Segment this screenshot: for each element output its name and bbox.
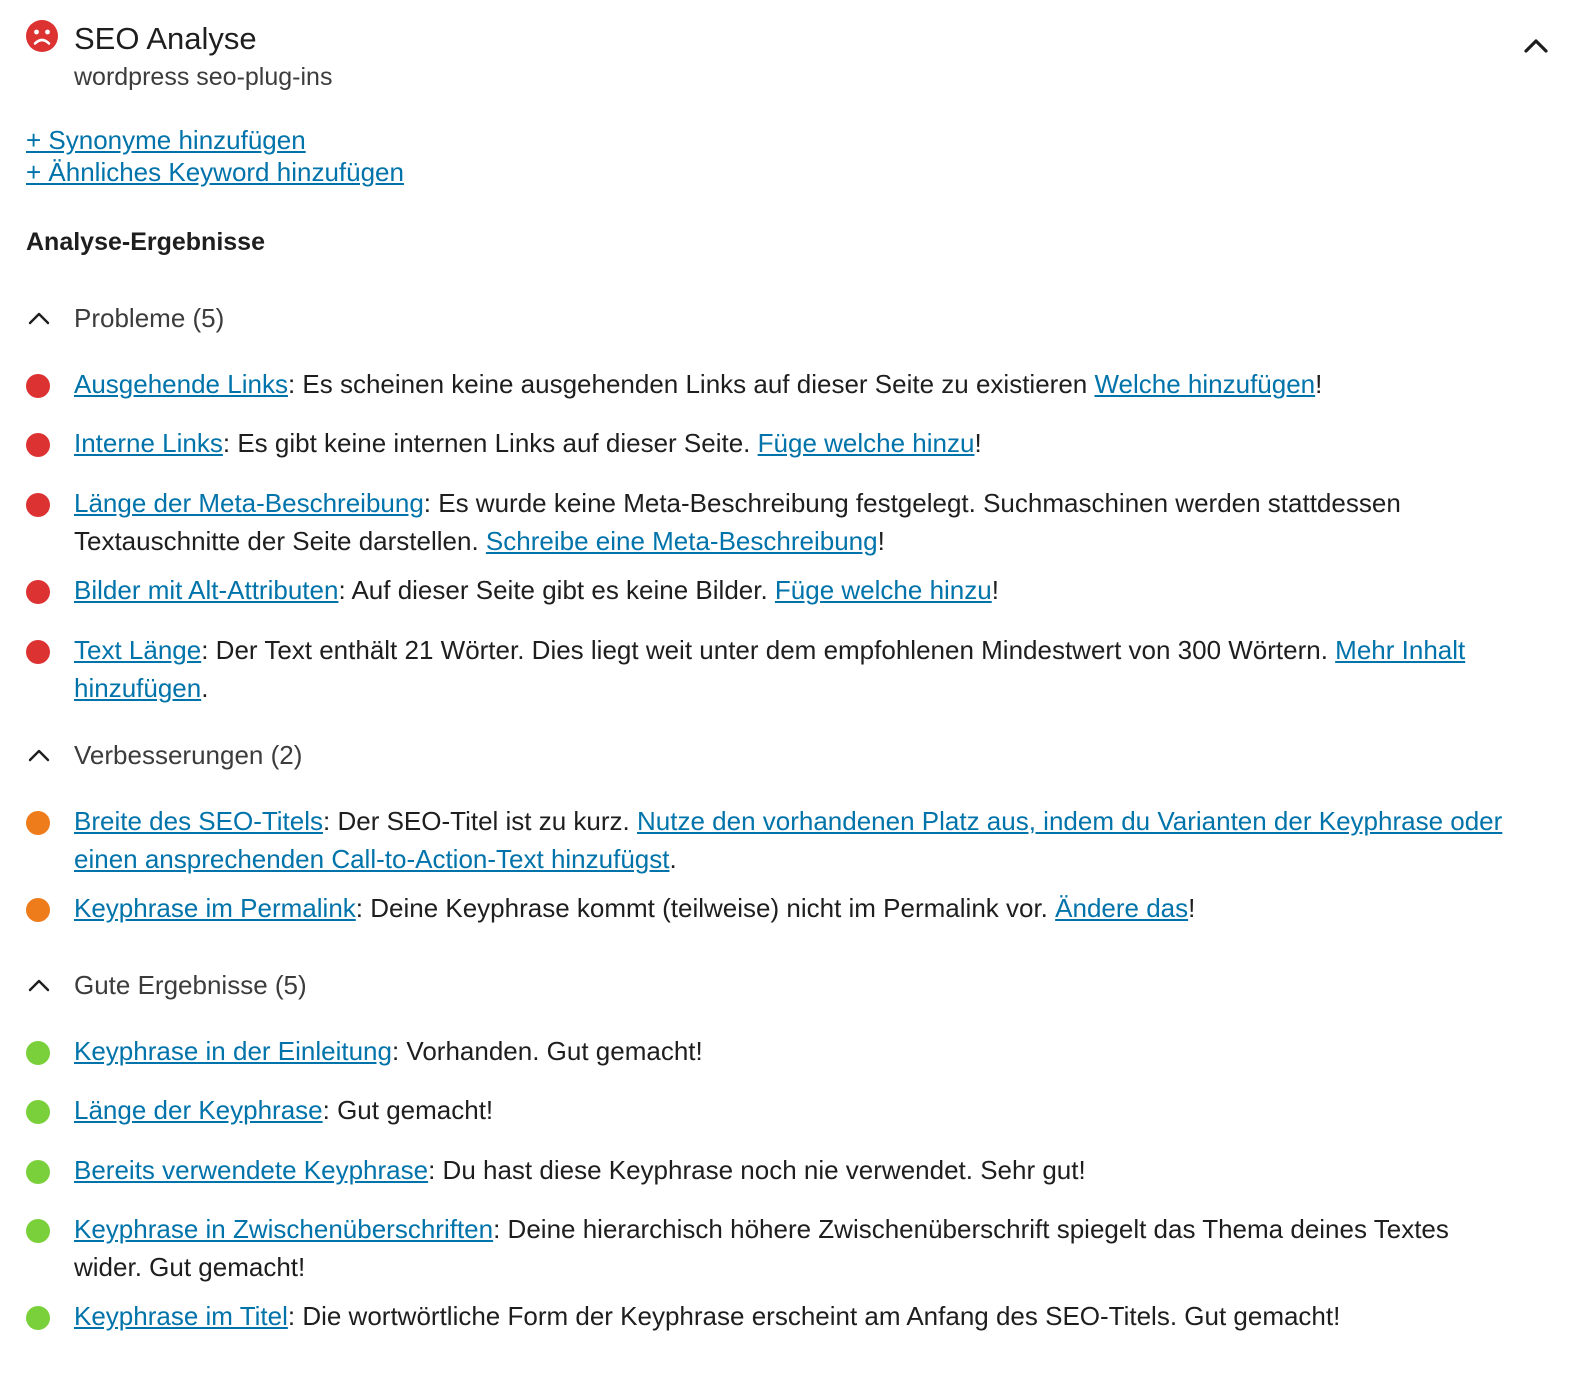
red-status-icon <box>26 580 50 604</box>
item-end: ! <box>974 428 982 458</box>
chevron-up-icon <box>26 973 52 999</box>
item-text: : Vorhanden. Gut gemacht! <box>391 1036 703 1066</box>
item-end: . <box>201 673 209 703</box>
item-action-link[interactable]: Ändere das <box>1055 893 1189 923</box>
item-action-link[interactable]: Füge welche hinzu <box>774 575 992 605</box>
item-link[interactable]: Breite des SEO-Titels <box>74 806 324 836</box>
item-text: : Gut gemacht! <box>322 1095 494 1125</box>
item-text: : Deine hierarchisch höhere Zwischenüberschrift spiegelt das Thema deines Textes wider. Gut gemacht! <box>74 1214 1449 1282</box>
add-related-keyword-link[interactable]: + Ähnliches Keyword hinzufügen <box>26 157 404 187</box>
item-link[interactable]: Keyphrase in Zwischenüberschriften <box>74 1214 494 1244</box>
add-keyword-links <box>26 124 404 188</box>
good-results-group <box>26 967 1526 1331</box>
green-status-icon <box>26 1100 50 1124</box>
red-status-icon <box>26 374 50 398</box>
item-link[interactable]: Bilder mit Alt-Attributen <box>74 575 339 605</box>
sad-face-icon <box>26 20 58 52</box>
item-link[interactable]: Bereits verwendete Keyphrase <box>74 1155 429 1185</box>
problems-label: Probleme (5) <box>74 303 225 333</box>
item-text: : Deine Keyphrase kommt (teilweise) nicht im Permalink vor. <box>355 893 1056 923</box>
item-end: ! <box>1315 369 1323 399</box>
item-action-link[interactable]: Mehr Inhalt hinzufügen <box>74 635 1466 703</box>
chevron-up-icon <box>26 743 52 769</box>
item-link[interactable]: Länge der Keyphrase <box>74 1095 323 1125</box>
item-text: : Es gibt keine internen Links auf dieser Seite. <box>222 428 758 458</box>
improvements-group <box>26 737 1526 923</box>
item-text: : Auf dieser Seite gibt es keine Bilder. <box>338 575 775 605</box>
panel-title: SEO Analyse <box>74 21 257 56</box>
red-status-icon <box>26 433 50 457</box>
green-status-icon <box>26 1219 50 1243</box>
problems-group <box>26 300 1526 703</box>
item-end: . <box>669 844 677 874</box>
problems-toggle[interactable] <box>26 300 1526 336</box>
orange-status-icon <box>26 811 50 835</box>
green-status-icon <box>26 1041 50 1065</box>
item-link[interactable]: Text Länge <box>74 635 202 665</box>
good-results-label: Gute Ergebnisse (5) <box>74 970 307 1000</box>
item-link[interactable]: Interne Links <box>74 428 223 458</box>
add-synonyms-link[interactable]: + Synonyme hinzufügen <box>26 125 306 155</box>
good-results-toggle[interactable] <box>26 967 1526 1003</box>
item-link[interactable]: Keyphrase im Permalink <box>74 893 356 923</box>
item-text: : Es wurde keine Meta-Beschreibung festgelegt. Suchmaschinen werden stattdessen Textauschnitte der Seite darstellen. <box>74 488 1401 556</box>
item-end: ! <box>991 575 999 605</box>
item-action-link[interactable]: Schreibe eine Meta-Beschreibung <box>485 526 878 556</box>
chevron-up-icon <box>26 306 52 332</box>
item-link[interactable]: Länge der Meta-Beschreibung <box>74 488 424 518</box>
results-heading: Analyse-Ergebnisse <box>26 228 265 256</box>
item-action-link[interactable]: Welche hinzufügen <box>1094 369 1316 399</box>
item-text: : Der Text enthält 21 Wörter. Dies liegt weit unter dem empfohlenen Mindestwert von 300 Wörtern. <box>201 635 1336 665</box>
item-text: : Du hast diese Keyphrase noch nie verwendet. Sehr gut! <box>428 1155 1086 1185</box>
item-end: ! <box>1188 893 1196 923</box>
item-text: : Es scheinen keine ausgehenden Links auf dieser Seite zu existieren <box>287 369 1095 399</box>
item-link[interactable]: Keyphrase in der Einleitung <box>74 1036 392 1066</box>
red-status-icon <box>26 640 50 664</box>
chevron-up-icon[interactable] <box>1518 28 1554 64</box>
item-text: : Der SEO-Titel ist zu kurz. <box>323 806 637 836</box>
green-status-icon <box>26 1160 50 1184</box>
seo-analysis-header <box>26 20 1554 100</box>
red-status-icon <box>26 493 50 517</box>
item-action-link[interactable]: Nutze den vorhandenen Platz aus, indem du Varianten der Keyphrase oder einen ansprechenden Call-to-Action-Text hinzufügst <box>74 806 1503 874</box>
item-link[interactable]: Keyphrase im Titel <box>74 1301 288 1331</box>
item-text: : Die wortwörtliche Form der Keyphrase erscheint am Anfang des SEO-Titels. Gut gemacht! <box>287 1301 1341 1331</box>
improvements-label: Verbesserungen (2) <box>74 740 303 770</box>
focus-keyphrase: wordpress seo-plug-ins <box>74 63 333 91</box>
green-status-icon <box>26 1306 50 1330</box>
item-end: ! <box>877 526 885 556</box>
orange-status-icon <box>26 898 50 922</box>
item-action-link[interactable]: Füge welche hinzu <box>757 428 975 458</box>
item-link[interactable]: Ausgehende Links <box>74 369 288 399</box>
improvements-toggle[interactable] <box>26 737 1526 773</box>
